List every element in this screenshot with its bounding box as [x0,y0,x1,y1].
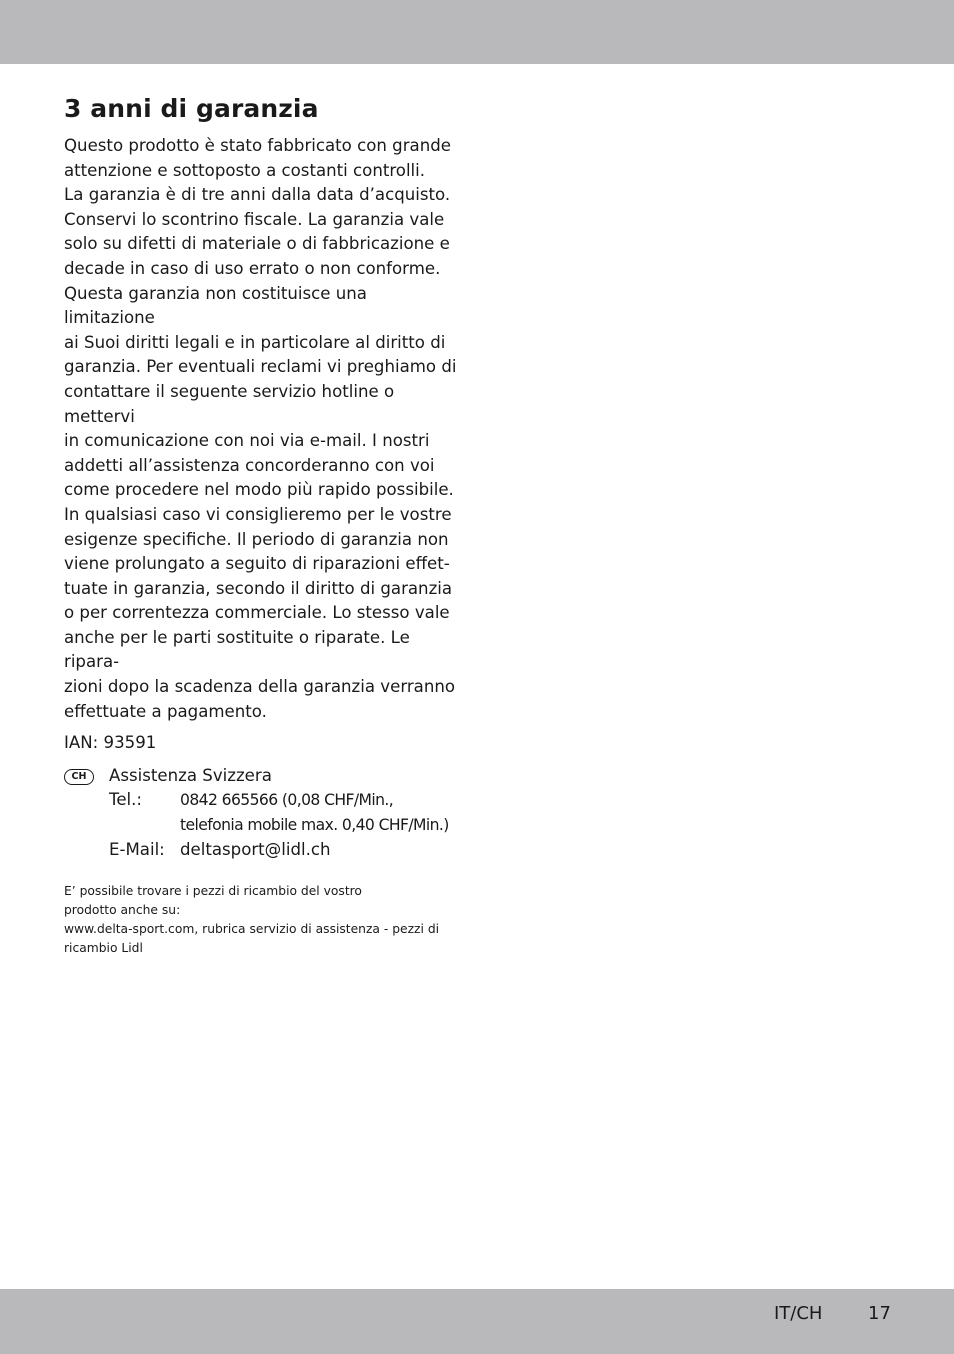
spare-parts-note [64,882,459,958]
warranty-text: Questo prodotto è stato fabbricato con grande attenzione e sottoposto a costanti controlli. La garanzia è di tre anni dalla data d’acquisto. Conservi lo scontrino fiscale. La garanzia vale solo su difetti di materiale o di fabbricazione e decade in caso di uso errato o non conforme. Questa garanzia non costituisce una limitazione ai Suoi diritti legali e in particolare al diritto di garanzia. Per eventuali reclami vi preghiamo di contattare il seguente servizio hotline o mettervi in comunicazione con noi via e-mail. I nostri addetti all’assistenza concorderanno con voi come procedere nel modo più rapido possibile. In qualsiasi caso vi consiglieremo per le vostre esigenze specifiche. Il periodo di garanzia non viene prolungato a seguito di riparazioni effet- tuate in garanzia, secondo il diritto di garanzia o per correntezza commerciale. Lo stesso vale anche per le parti sostituite o riparate. Le ripara- zioni dopo la scadenza della garanzia verranno effettuate a pagamento. [64,136,457,721]
ian-number: IAN: 93591 [64,733,157,753]
header-band [0,0,954,64]
tel-value-line1: 0842 665566 (0,08 CHF/Min., [180,791,394,810]
service-contact [64,764,459,862]
footer-language: IT/CH [774,1303,823,1324]
page-content [64,92,459,958]
tel-value [180,788,459,837]
tel-value-line2: telefonia mobile max. 0,40 CHF/Min.) [180,816,449,835]
email-value[interactable]: deltasport@lidl.ch [180,839,331,859]
contact-details [109,764,459,862]
spare-parts-note-intro: E’ possibile trovare i pezzi di ricambio del vostro prodotto anche su: [64,884,362,918]
page-title: 3 anni di garanzia [64,94,319,123]
tel-row [109,788,459,837]
spare-parts-note-url: www.delta-sport.com, rubrica servizio di assistenza - pezzi di ricambio Lidl [64,922,440,956]
email-label: E-Mail: [109,839,165,859]
page-number: 17 [868,1303,891,1324]
ch-country-icon: CH [64,769,94,785]
tel-label: Tel.: [109,790,143,810]
service-heading: Assistenza Svizzera [109,765,272,785]
email-row [109,838,459,863]
